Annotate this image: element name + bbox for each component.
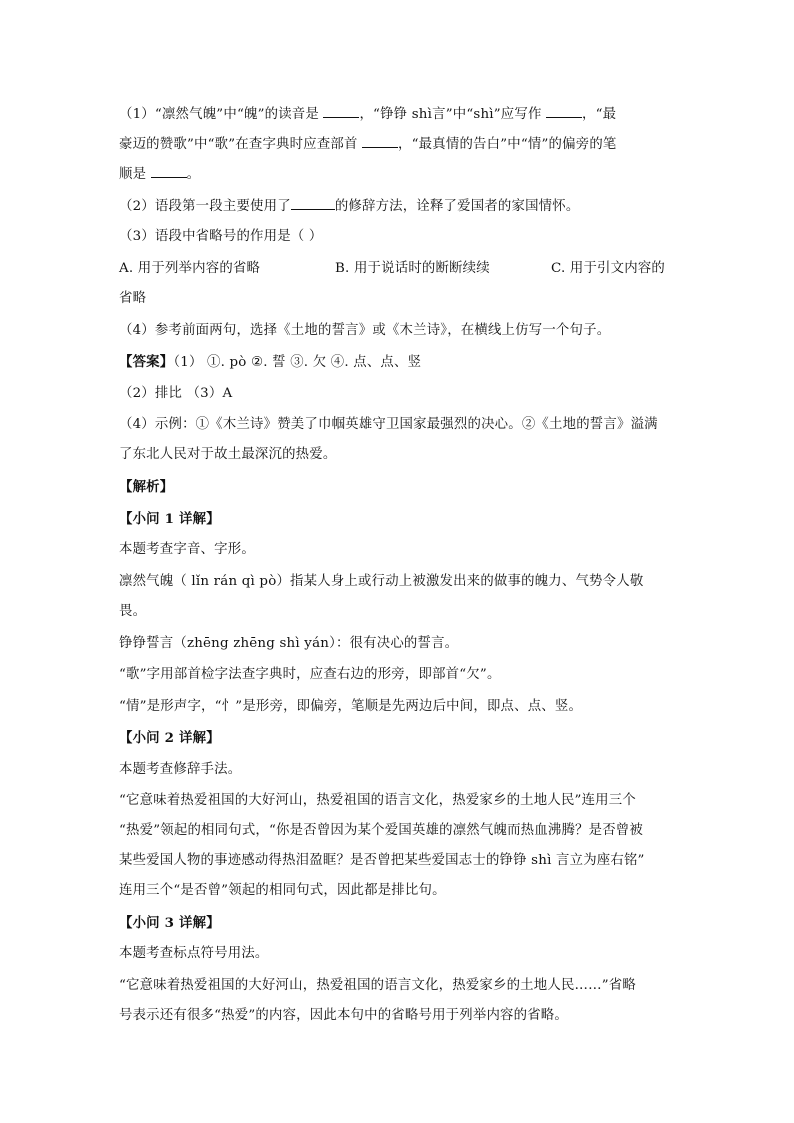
question-1-text-d: 豪迈的赞歌”中“歌”在查字典时应查部首 <box>119 137 363 152</box>
sub-question-2-title: 【小问 2 详解】 <box>119 730 220 746</box>
answer-line-1 <box>119 352 679 373</box>
sub-question-2-line-2: “它意味着热爱祖国的大好河山，热爱祖国的语言文化，热爱家乡的土地人民”连用三个 <box>119 793 636 808</box>
answer-blank <box>323 104 359 118</box>
sub-question-2-line-1: 本题考查修辞手法。 <box>119 762 242 777</box>
question-1-line-3 <box>119 164 679 185</box>
question-4: （4）参考前面两句，选择《土地的誓言》或《木兰诗》，在横线上仿写一个句子。 <box>119 323 611 338</box>
option-a: A. 用于列举内容的省略 <box>119 261 261 276</box>
option-c-continuation: 省略 <box>119 291 147 306</box>
option-b: B. 用于说话时的断断续续 <box>335 261 490 276</box>
sub-question-2-line-5: 连用三个“是否曾”领起的相同句式，因此都是排比句。 <box>119 883 446 898</box>
answer-4-line-1: （4）示例：①《木兰诗》赞美了巾帼英雄守卫国家最强烈的决心。②《土地的誓言》溢满 <box>119 417 658 432</box>
option-c: C. 用于引文内容的 <box>551 261 666 276</box>
sub-question-1-line-4: 铮铮誓言（zhēng zhēng shì yán）：很有决心的誓言。 <box>119 636 459 651</box>
question-2-text-a: （2）语段第一段主要使用了 <box>119 199 291 214</box>
answer-1: （1） ①. pò ②. 誓 ③. 欠 ④. 点、点、竖 <box>173 355 422 370</box>
sub-question-1-title: 【小问 1 详解】 <box>119 511 220 527</box>
sub-question-3-line-2: “它意味着热爱祖国的大好河山，热爱祖国的语言文化，热爱家乡的土地人民……”省略 <box>119 978 636 993</box>
sub-question-2-line-4: 某些爱国人物的事迹感动得热泪盈眶？是否曾把某些爱国志士的铮铮 shì 言立为座右铭” <box>119 853 645 868</box>
answer-label: 【答案】 <box>119 354 174 370</box>
answer-blank <box>362 134 398 148</box>
question-1-text-e: ，“最真情的告白”中“情”的偏旁的笔 <box>398 137 617 152</box>
sub-question-3-title: 【小问 3 详解】 <box>119 915 220 931</box>
question-2-text-b: 的修辞方法，诠释了爱国者的家国情怀。 <box>334 199 580 214</box>
question-1-text-c: ，“最 <box>582 107 617 122</box>
answer-blank <box>546 104 582 118</box>
sub-question-3-line-3: 号表示还有很多“热爱”的内容，因此本句中的省略号用于列举内容的省略。 <box>119 1008 568 1023</box>
answer-blank <box>151 164 187 178</box>
sub-question-1-line-1: 本题考查字音、字形。 <box>119 542 255 557</box>
answer-2-3: （2）排比 （3）A <box>119 386 233 401</box>
question-1-line-1 <box>119 104 679 125</box>
question-2 <box>119 196 679 217</box>
question-1-text-g: 。 <box>186 167 201 182</box>
sub-question-1-line-3: 畏。 <box>119 604 147 619</box>
sub-question-2-line-3: “热爱”领起的相同句式，“你是否曾因为某个爱国英雄的凛然气魄而热血沸腾？是否曾被 <box>119 823 643 838</box>
question-3: （3）语段中省略号的作用是（ ） <box>119 229 323 244</box>
question-1-text-a: （1）“凛然气魄”中“魄”的读音是 <box>119 107 324 122</box>
answer-blank <box>291 196 335 210</box>
answer-4-line-2: 了东北人民对于故土最深沉的热爱。 <box>119 447 337 462</box>
sub-question-1-line-5: “歌”字用部首检字法查字典时，应查右边的形旁，即部首“欠”。 <box>119 667 501 682</box>
question-1-line-2 <box>119 134 679 155</box>
analysis-label: 【解析】 <box>119 479 174 495</box>
sub-question-1-line-2: 凛然气魄（ lǐn rán qì pò）指某人身上或行动上被激发出来的做事的魄力、气势令人敬 <box>119 574 644 589</box>
question-1-text-f: 顺是 <box>119 167 151 182</box>
sub-question-1-line-6: “情”是形声字，“忄”是形旁，即偏旁，笔顺是先两边后中间，即点、点、竖。 <box>119 699 583 714</box>
sub-question-3-line-1: 本题考查标点符号用法。 <box>119 946 269 961</box>
question-1-text-b: ，“铮铮 shì言”中“shì”应写作 <box>359 107 547 122</box>
